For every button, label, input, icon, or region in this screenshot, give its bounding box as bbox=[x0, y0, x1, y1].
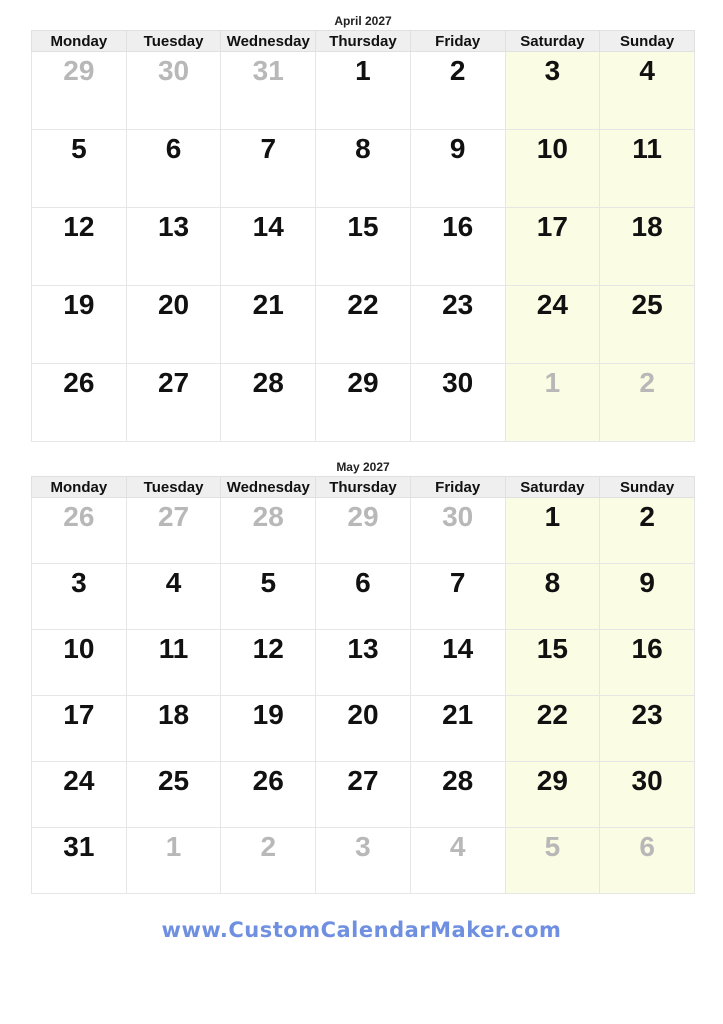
weekday-header: Monday bbox=[32, 31, 127, 52]
day-cell: 26 bbox=[221, 762, 316, 828]
day-cell: 28 bbox=[221, 498, 316, 564]
month-title: April 2027 bbox=[334, 14, 392, 28]
day-cell: 18 bbox=[600, 208, 695, 286]
day-cell: 29 bbox=[505, 762, 600, 828]
calendar-body bbox=[32, 498, 695, 894]
week-row bbox=[32, 364, 695, 442]
day-cell: 27 bbox=[316, 762, 411, 828]
day-cell: 5 bbox=[505, 828, 600, 894]
day-cell: 17 bbox=[505, 208, 600, 286]
week-row bbox=[32, 696, 695, 762]
day-cell: 20 bbox=[126, 286, 221, 364]
day-cell: 16 bbox=[600, 630, 695, 696]
calendar-may bbox=[31, 458, 695, 894]
day-cell: 1 bbox=[316, 52, 411, 130]
day-cell: 10 bbox=[505, 130, 600, 208]
footer-website: www.CustomCalendarMaker.com bbox=[161, 918, 562, 942]
week-row bbox=[32, 130, 695, 208]
day-cell: 6 bbox=[316, 564, 411, 630]
weekday-header: Wednesday bbox=[221, 31, 316, 52]
day-cell: 14 bbox=[410, 630, 505, 696]
day-cell: 2 bbox=[600, 364, 695, 442]
day-cell: 19 bbox=[221, 696, 316, 762]
day-cell: 31 bbox=[221, 52, 316, 130]
week-row bbox=[32, 564, 695, 630]
week-row bbox=[32, 762, 695, 828]
day-cell: 26 bbox=[32, 364, 127, 442]
day-cell: 23 bbox=[410, 286, 505, 364]
day-cell: 7 bbox=[410, 564, 505, 630]
weekday-header: Saturday bbox=[505, 31, 600, 52]
day-cell: 6 bbox=[126, 130, 221, 208]
weekday-header: Thursday bbox=[316, 477, 411, 498]
day-cell: 17 bbox=[32, 696, 127, 762]
day-cell: 4 bbox=[126, 564, 221, 630]
day-cell: 11 bbox=[126, 630, 221, 696]
day-cell: 7 bbox=[221, 130, 316, 208]
day-cell: 18 bbox=[126, 696, 221, 762]
day-cell: 3 bbox=[505, 52, 600, 130]
day-cell: 4 bbox=[600, 52, 695, 130]
week-row bbox=[32, 630, 695, 696]
weekday-header: Monday bbox=[32, 477, 127, 498]
day-cell: 19 bbox=[32, 286, 127, 364]
week-row bbox=[32, 498, 695, 564]
day-cell: 15 bbox=[316, 208, 411, 286]
day-cell: 3 bbox=[32, 564, 127, 630]
day-cell: 20 bbox=[316, 696, 411, 762]
day-cell: 29 bbox=[316, 364, 411, 442]
day-cell: 28 bbox=[410, 762, 505, 828]
day-cell: 21 bbox=[221, 286, 316, 364]
day-cell: 13 bbox=[126, 208, 221, 286]
day-cell: 29 bbox=[32, 52, 127, 130]
day-cell: 25 bbox=[600, 286, 695, 364]
calendar-body bbox=[32, 52, 695, 442]
weekday-header: Sunday bbox=[600, 477, 695, 498]
day-cell: 30 bbox=[126, 52, 221, 130]
day-cell: 30 bbox=[410, 364, 505, 442]
weekday-header: Tuesday bbox=[126, 477, 221, 498]
weekday-header: Friday bbox=[410, 477, 505, 498]
day-cell: 14 bbox=[221, 208, 316, 286]
day-cell: 1 bbox=[505, 498, 600, 564]
day-cell: 29 bbox=[316, 498, 411, 564]
day-cell: 24 bbox=[505, 286, 600, 364]
day-cell: 16 bbox=[410, 208, 505, 286]
day-cell: 6 bbox=[600, 828, 695, 894]
week-row bbox=[32, 208, 695, 286]
weekday-header: Wednesday bbox=[221, 477, 316, 498]
day-cell: 4 bbox=[410, 828, 505, 894]
day-cell: 2 bbox=[600, 498, 695, 564]
day-cell: 23 bbox=[600, 696, 695, 762]
day-cell: 10 bbox=[32, 630, 127, 696]
weekday-header-row bbox=[32, 31, 695, 52]
day-cell: 2 bbox=[221, 828, 316, 894]
day-cell: 30 bbox=[410, 498, 505, 564]
day-cell: 24 bbox=[32, 762, 127, 828]
day-cell: 27 bbox=[126, 498, 221, 564]
weekday-header-row bbox=[32, 477, 695, 498]
week-row bbox=[32, 286, 695, 364]
day-cell: 9 bbox=[600, 564, 695, 630]
weekday-header: Thursday bbox=[316, 31, 411, 52]
day-cell: 8 bbox=[505, 564, 600, 630]
day-cell: 30 bbox=[600, 762, 695, 828]
day-cell: 28 bbox=[221, 364, 316, 442]
day-cell: 2 bbox=[410, 52, 505, 130]
day-cell: 5 bbox=[32, 130, 127, 208]
day-cell: 8 bbox=[316, 130, 411, 208]
day-cell: 9 bbox=[410, 130, 505, 208]
day-cell: 26 bbox=[32, 498, 127, 564]
month-title: May 2027 bbox=[336, 460, 390, 474]
week-row bbox=[32, 828, 695, 894]
day-cell: 5 bbox=[221, 564, 316, 630]
weekday-header: Sunday bbox=[600, 31, 695, 52]
day-cell: 27 bbox=[126, 364, 221, 442]
calendar-grid bbox=[31, 476, 695, 894]
day-cell: 11 bbox=[600, 130, 695, 208]
day-cell: 15 bbox=[505, 630, 600, 696]
calendar-april bbox=[31, 12, 695, 442]
day-cell: 1 bbox=[126, 828, 221, 894]
day-cell: 25 bbox=[126, 762, 221, 828]
day-cell: 31 bbox=[32, 828, 127, 894]
calendar-grid bbox=[31, 30, 695, 442]
day-cell: 12 bbox=[32, 208, 127, 286]
day-cell: 13 bbox=[316, 630, 411, 696]
weekday-header: Saturday bbox=[505, 477, 600, 498]
day-cell: 12 bbox=[221, 630, 316, 696]
weekday-header: Tuesday bbox=[126, 31, 221, 52]
day-cell: 3 bbox=[316, 828, 411, 894]
week-row bbox=[32, 52, 695, 130]
day-cell: 22 bbox=[505, 696, 600, 762]
day-cell: 1 bbox=[505, 364, 600, 442]
day-cell: 22 bbox=[316, 286, 411, 364]
weekday-header: Friday bbox=[410, 31, 505, 52]
day-cell: 21 bbox=[410, 696, 505, 762]
